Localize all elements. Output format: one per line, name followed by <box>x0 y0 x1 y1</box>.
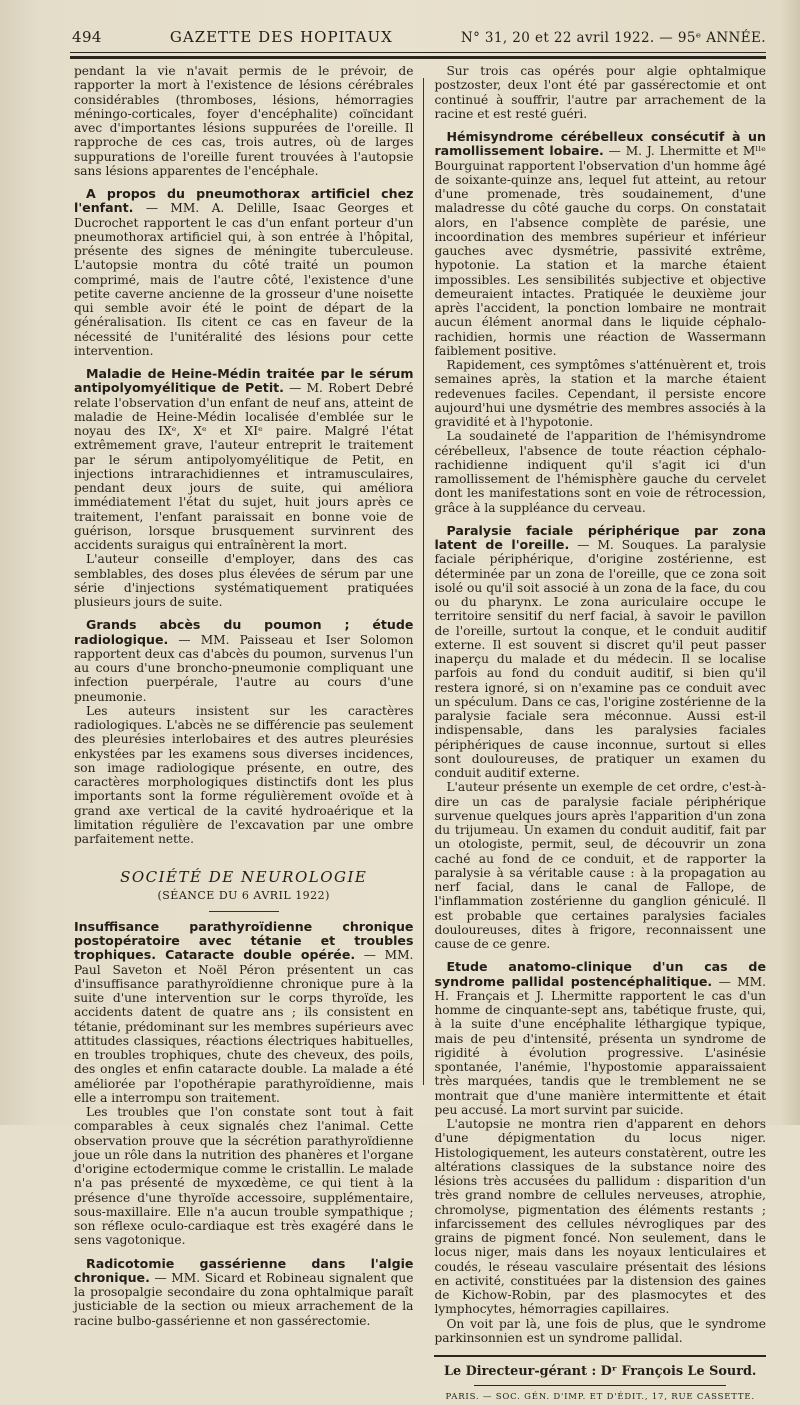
running-header <box>72 28 766 46</box>
divider <box>209 911 279 912</box>
society-heading: SOCIÉTÉ DE NEUROLOGIE <box>120 868 368 887</box>
article <box>434 960 766 1117</box>
paragraph: pendant la vie n'avait permis de le prévoir, de rapporter la mort à l'existence de lésions cérébrales considérables (thromboses, lésions, hémorragies méningo-corticales, foyer d'encéphalite) coïncidant avec d'importantes lésions suppurées de l'oreille. Il rapproche de ces cas, trois autres, où de larges suppurations de l'oreille furent trouvées à l'autopsie sans lésions apparentes de l'encéphale. <box>74 64 414 178</box>
article-body: — M. J. Lhermitte et Mˡˡᵉ Bourguinat rapportent l'observation d'un homme âgé de soixante-quinze ans, lequel fut atteint, au retour d'une promenade, très soudainement, d'une maladresse du côté gauche du corps. On constatait alors, en l'absence complète de parésie, une incoordination des membres supérieur et inférieur gauches avec dysmétrie, passivité extrême, hypotonie. La station et la marche étaient impossibles. Les sensibilités subjective et objective demeuraient intactes. Pratiquée le deuxième jour après l'accident, la ponction lombaire ne montrait aucun élément anormal dans le liquide céphalo-rachidien, hormis une réaction de Wassermann faiblement positive. <box>434 144 767 358</box>
article-body: — M. Robert Debré relate l'observation d'un enfant de neuf ans, atteint de maladie de Heine-Médin localisée d'emblée sur le noyau des IXᵉ, Xᵉ et XIᵉ paire. Malgré l'état extrêmement grave, l'auteur entreprit le traitement par le sérum antipolyomyélitique de Petit, en injections intrarachidiennes et intramusculaires, pendant deux jours de suite, qui améliora immédiatement l'état du sujet, huit jours après ce traitement, l'enfant paraissait en bonne voie de guérison, lorsque brusquement survinrent des accidents suraigus qui entraînèrent la mort. <box>74 381 414 552</box>
paragraph: Rapidement, ces symptômes s'atténuèrent et, trois semaines après, la station et la marche étaient redevenues faciles. Cependant, il persiste encore aujourd'hui une dysmétrie des membres associés à la gravidité et à l'hypotonie. <box>434 358 766 429</box>
director-signature: Le Directeur-gérant : Dʳ François Le Sourd. <box>434 1355 766 1379</box>
article-body: — MM. Sicard et Robineau signalent que la prosopalgie secondaire du zona ophtalmique paraît justiciable de la section ou mieux arrachement de la racine bulbo-gassérienne et non gassérectomie. <box>74 1270 414 1328</box>
article <box>74 1257 413 1328</box>
article-body: — MM. Paul Saveton et Noël Péron présentent un cas d'insuffisance parathyroïdienne chronique pure à la suite d'une intervention sur le corps thyroïde, les accidents datent de quatre ans ; ils consistent en tétanie, prédominant sur les membres supérieurs avec attitudes classiques, réactions électriques habituelles, en troubles trophiques, chute des cheveux, des poils, des ongles et enfin cataracte double. La malade a été améliorée par l'opothérapie parathyroïdienne, mais elle a interrompu son traitement. <box>74 948 414 1105</box>
article-title: A propos du pneumothorax artificiel chez l'enfant. <box>74 186 414 216</box>
left-column <box>74 64 414 1328</box>
article-body: — MM. A. Delille, Isaac Georges et Ducrochet rapportent le cas d'un enfant porteur d'un pneumothorax artificiel qui, à son entrée à l'hôpital, présente des signes de méningite tuberculeuse. L'autopsie montra du côté traité un poumon comprimé, mais de l'autre côté, l'existence d'une petite caverne ancienne de la grosseur d'une noisette qui semble avoir été le point de départ de la généralisation. Ils citent ce cas en faveur de la nécessité de l'unitéralité des lésions pour cette intervention. <box>74 201 414 358</box>
article <box>434 524 766 781</box>
paragraph: Sur trois cas opérés pour algie ophtalmique postzoster, deux l'ont été par gassérectomie et ont continué à souffrir, l'autre par arrachement de la racine et est resté guéri. <box>434 64 766 121</box>
header-rule <box>70 52 766 53</box>
divider <box>474 1385 726 1386</box>
article-body: — M. Souques. La paralysie faciale périphérique, d'origine zostérienne, est déterminée par un zona de l'oreille, que ce zona soit isolé ou qu'il soit associé à un zona de la face, du cou ou du pharynx. Le zona auriculaire occupe le territoire sensitif du nerf facial, à savoir le pavillon de l'oreille, surtout la conque, et le conduit auditif externe. Il est souvent si discret qu'il peut passer inaperçu du malade et du médecin. Il se localise parfois au fond du conduit auditif, si bien qu'il restera ignoré, si on n'examine pas ce conduit avec un spéculum. Dans ce cas, l'origine zostérienne de la paralysie faciale sera méconnue. Aussi est-il indispensable, dans les paralysies faciales périphériques de cause inconnue, surtout si elles sont douloureuses, de pratiquer un examen du conduit auditif externe. <box>434 538 767 780</box>
article-title: Paralysie faciale périphérique par zona latent de l'oreille. <box>434 522 766 552</box>
article <box>74 367 413 552</box>
article-title: Etude anatomo-clinique d'un cas de syndrome pallidal postencéphalitique. <box>434 959 766 989</box>
session-date: (SÉANCE DU 6 AVRIL 1922) <box>157 888 330 902</box>
right-column <box>434 64 767 1403</box>
columns <box>74 64 767 1403</box>
issue-date: N° 31, 20 et 22 avril 1922. — 95ᵉ ANNÉE. <box>460 30 766 46</box>
journal-title: GAZETTE DES HOPITAUX <box>169 28 393 46</box>
printer-imprint: PARIS. — SOC. GÉN. D'IMP. ET D'ÉDIT., 17, RUE CASSETTE. <box>445 1392 755 1403</box>
page-number: 494 <box>72 28 102 46</box>
paragraph: On voit par là, une fois de plus, que le syndrome parkinsonnien est un syndrome pallidal. <box>434 1316 766 1345</box>
paragraph: Les troubles que l'on constate sont tout à fait comparables à ceux signalés chez l'animal. Cette observation prouve que la sécrétion parathyroïdienne joue un rôle dans la nutrition des phanères et l'organe d'origine ectodermique comme le cristallin. Le malade n'a pas présenté de myxœdème, ce qui tient à la présence d'une thyroïde accessoire, supplémentaire, sous-maxillaire. Elle n'a aucun trouble sympathique ; son réflexe oculo-cardiaque est très exagéré dans le sens vagotonique. <box>74 1105 414 1248</box>
article-body: — MM. Paisseau et Iser Solomon rapportent deux cas d'abcès du poumon, survenus l'un au cours d'une broncho-pneumonie compliquant une infection puerpérale, l'autre au cours d'une pneumonie. <box>74 632 414 704</box>
article <box>74 187 413 358</box>
article-title: Insuffisance parathyroïdienne chronique postopératoire avec tétanie et troubles trophiques. Cataracte double opérée. <box>74 918 414 963</box>
paragraph: La soudaineté de l'apparition de l'hémisyndrome cérébelleux, l'absence de toute réaction céphalo-rachidienne indiquent qu'il s'agit ici d'un ramollissement de l'hémisphère gauche du cervelet dont les manifestations sont en voie de rétrocession, grâce à la suppléance du cerveau. <box>434 429 766 515</box>
paragraph: Les auteurs insistent sur les caractères radiologiques. L'abcès ne se différencie pas seulement des pleurésies interlobaires et des autres pleurésies enkystées par les examens sous diverses incidences, son image radiologique présente, en outre, des caractères morphologiques distinctifs dont les plus importants sont la forme régulièrement ovoïde et à grand axe vertical de la cavité hydroaérique et la limitation régulière de l'excavation par une ombre parfaitement nette. <box>74 703 414 846</box>
article <box>74 920 413 1105</box>
paragraph: L'auteur présente un exemple de cet ordre, c'est-à-dire un cas de paralysie faciale périphérique survenue quelques jours après l'apparition d'un zona du trijumeau. Un examen du conduit auditif, fait par un otologiste, permit, seul, de découvrir un zona caché au fond de ce conduit, et de rapporter la paralysie à sa véritable cause : à la propagation au nerf facial, dans le canal de Fallope, de l'inflammation zostérienne du ganglion géniculé. Il est probable que certaines paralysies faciales douloureuses, dites à frigore, reconnaissent une cause de ce genre. <box>434 780 766 951</box>
article <box>434 130 766 358</box>
paragraph: L'auteur conseille d'employer, dans des cas semblables, des doses plus élevées de sérum par une série d'injections systématiquement pratiquées plusieurs jours de suite. <box>74 552 414 609</box>
article-body: — MM. H. Français et J. Lhermitte rapportent le cas d'un homme de cinquante-sept ans, tabétique fruste, qui, à la suite d'une encéphalite léthargique typique, mais de peu d'intensité, présenta un syndrome de rigidité à évolution progressive. L'asinésie spontanée, l'anémie, l'hypostomie apparaissaient très marquées, tandis que le tremblement ne se montrait que d'une manière intermittente et était peu accusé. La mort survint par suicide. <box>434 974 766 1117</box>
header-rule-thick <box>70 56 766 59</box>
article-title: Radicotomie gassérienne dans l'algie chronique. <box>74 1255 414 1285</box>
article <box>74 618 413 704</box>
column-divider <box>423 78 424 1085</box>
article-title: Maladie de Heine-Médin traitée par le sérum antipolyomyélitique de Petit. <box>74 366 414 396</box>
article-title: Grands abcès du poumon ; étude radiologique. <box>74 617 414 647</box>
paragraph: L'autopsie ne montra rien d'apparent en dehors d'une dépigmentation du locus niger. Histologiquement, les auteurs constatèrent, outre les altérations classiques de la substance noire des lésions très accusées du pallidum : disparition d'un très grand nombre de cellules nerveuses, atrophie, chromolyse, pigmentation des éléments restants ; infarcissement des cellules névrogliques par des grains de pigment foncé. Non seulement, dans le locus niger, mais dans les noyaux lenticulaires et coudés, le réseau vasculaire présentait des lésions en activité, constituées par la distension des gaines de Kichow-Robin, par des plasmocytes et des lymphocytes, hémorragies capillaires. <box>434 1117 766 1317</box>
article-title: Hémisyndrome cérébelleux consécutif à un ramollissement lobaire. <box>434 129 766 159</box>
